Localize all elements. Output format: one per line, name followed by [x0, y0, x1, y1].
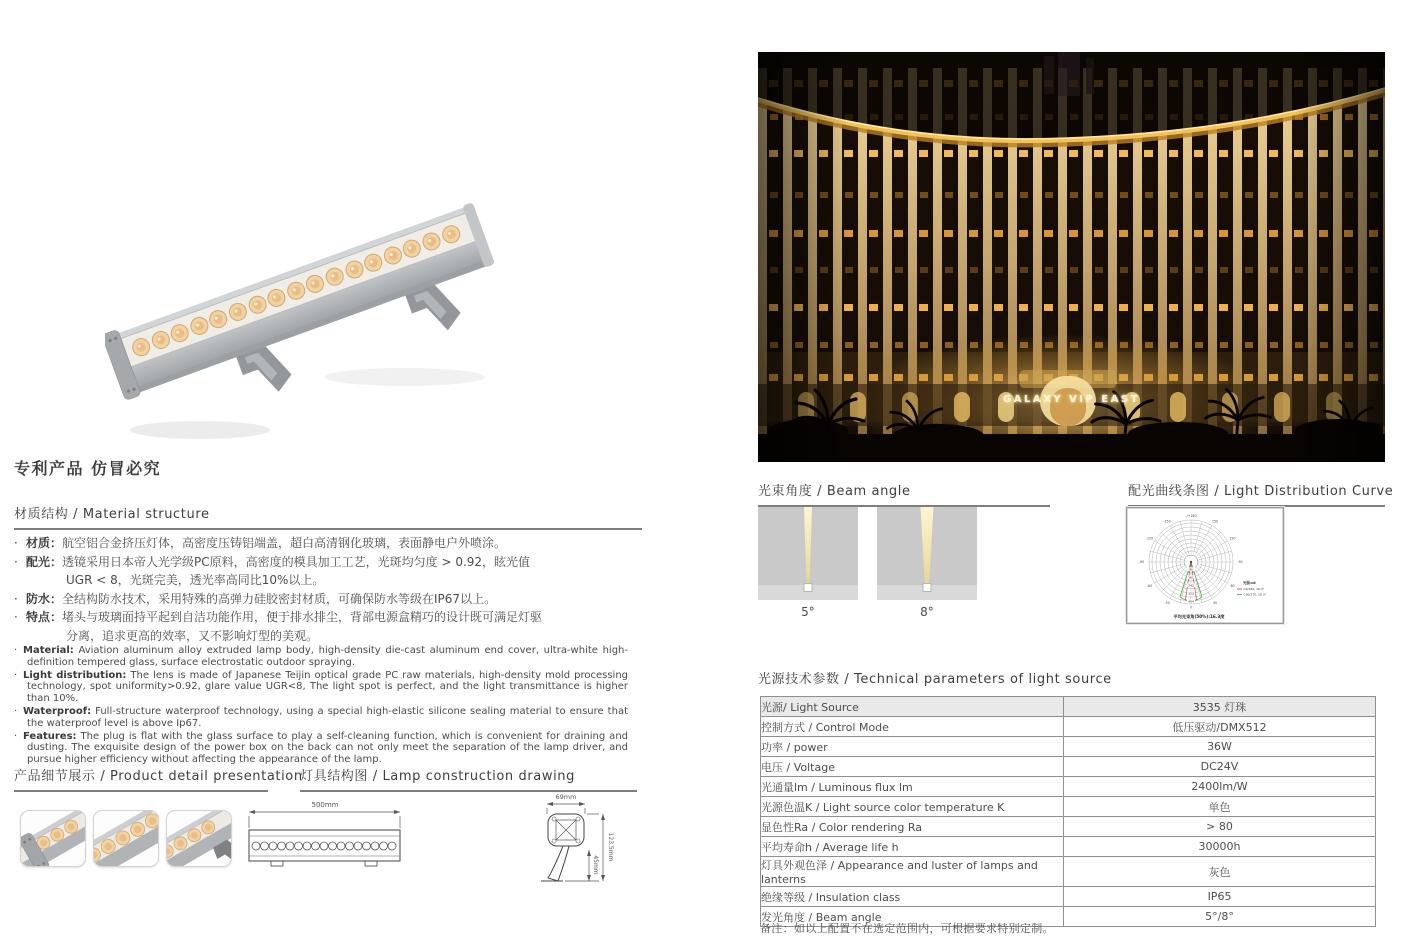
dim-width-label: 69mm: [555, 793, 577, 801]
thumbnail-endcap-image: [21, 811, 86, 867]
param-value: 36W: [1064, 737, 1376, 757]
thumbnail-leds-image: [94, 811, 159, 867]
wall-washer-render: [105, 172, 505, 457]
param-value: 低压驱动/DMX512: [1064, 717, 1376, 737]
bullet-zh-waterproof: · 防水：全结构防水技术，采用特殊的高弹力硅胶密封材质，可确保防水等级在IP67以上。: [14, 590, 554, 609]
light-beam-5deg: [758, 507, 858, 587]
polar-angle-label: 0: [1189, 605, 1193, 610]
fixture-emitter: [804, 583, 813, 592]
param-label: 平均寿命h / Average life h: [761, 837, 1064, 857]
dim-bracket-label: 45mm: [592, 855, 599, 875]
table-row: [761, 697, 1376, 717]
polar-average-text: 平均光束角(50%):16.3度: [1173, 614, 1225, 619]
construction-drawing-svg: [245, 788, 645, 900]
detail-title: 产品细节展示 / Product detail presentation: [14, 769, 303, 784]
construction-drawing: [245, 788, 645, 900]
material-bullets-en: [14, 645, 628, 767]
table-row: [761, 717, 1376, 737]
beam-demo-8deg: [877, 507, 977, 600]
polar-angle-label: -150: [1163, 519, 1171, 524]
table-row: [761, 817, 1376, 837]
detail-thumbnail-leds: [93, 810, 159, 867]
section-material: [14, 503, 642, 530]
bullet-zh-features: · 特点：堵头与玻璃面持平起到自洁功能作用，便于排水排尘，背部电源盒精巧的设计既可满足灯驱分离，追求更高的效率，又不影响灯型的美观。: [14, 610, 543, 643]
polar-axis-value: 80: [1189, 567, 1193, 572]
table-footnote: 备注：如以上配置不在选定范围内，可根据要求特别定制。: [760, 922, 1054, 935]
bullet-dot: ·: [14, 730, 18, 742]
polar-axis-value: 404: [1188, 599, 1194, 604]
polar-axis-value: 323: [1188, 591, 1194, 596]
light-beam-8deg: [877, 507, 977, 587]
thumbnail-bracket-image: [167, 811, 232, 867]
bullet-en-light-distribution: · Light distribution: The lens is made of Japanese Teijin optical grade PC raw materials, high-density mold processing technology, spot uniformity>0.92, glare value UGR<8, The light spot is perfect, and the light transmittance is higher than 10%.: [14, 669, 629, 705]
param-label: 光通量lm / Luminous flux lm: [761, 777, 1064, 797]
polar-angle-label: 120: [1229, 536, 1236, 541]
bullet-dot: ·: [14, 554, 18, 569]
bullet-dot: ·: [14, 610, 18, 624]
polar-angle-label: 60: [1230, 584, 1235, 588]
param-value: 2400lm/W: [1064, 777, 1376, 797]
distribution-title: 配光曲线条图 / Light Distribution Curve: [1128, 484, 1394, 499]
bullet-en-features: · Features: The plug is flat with the glass surface to play a self-cleaning function, which is convenient for draining and dusting. The exquisite design of the power box on the back can not only meet the separation of the lamp driver, and pursue higher efficiency without affecting the appearance of the lamp.: [14, 730, 628, 766]
table-row: [761, 857, 1376, 887]
polar-legend-title: 光强:cd: [1243, 581, 1256, 585]
param-label: 光源/ Light Source: [761, 697, 1064, 717]
facade-photo: [758, 52, 1385, 462]
bullet-dot: ·: [14, 591, 18, 606]
dim-height-label: 123.5mm: [607, 832, 614, 862]
section-distribution: [1128, 480, 1394, 507]
polar-legend-c90: C90/270, 16.3°: [1243, 592, 1267, 597]
section-detail: [14, 765, 303, 792]
param-value: 3535 灯珠: [1064, 697, 1376, 717]
param-value: > 80: [1064, 817, 1376, 837]
bullet-zh-material: · 材质：航空铝合金挤压灯体，高密度压铸铝端盖，超白高清钢化玻璃，表面静电户外喷涂。: [14, 534, 554, 553]
product-render-image: [105, 172, 505, 457]
material-title: 材质结构 / Material structure: [14, 507, 210, 522]
polar-angle-label: -60: [1146, 584, 1153, 588]
table-row: [761, 757, 1376, 777]
polar-angle-label: 90: [1238, 560, 1243, 565]
param-value: 单色: [1064, 797, 1376, 817]
bullet-en-material: · Material: Aviation aluminum alloy extruded lamp body, high-density die-cast aluminum end cover, ultra-white high-definition tempered glass, surface electrostatic outdoor spraying.: [14, 645, 628, 668]
polar-diagram-svg: [1127, 508, 1283, 623]
polar-angle-label: -120: [1145, 536, 1154, 541]
param-label: 灯具外观色泽 / Appearance and luster of lamps and lanterns: [761, 857, 1064, 887]
polar-axis-value: 161: [1188, 575, 1194, 580]
light-distribution-diagram: [1126, 507, 1284, 624]
table-row: [761, 737, 1376, 757]
polar-angle-label: -30: [1164, 601, 1170, 605]
construction-title: 灯具结构图 / Lamp construction drawing: [300, 769, 575, 784]
param-value: DC24V: [1064, 757, 1376, 777]
polar-angle-label: -/+180: [1185, 514, 1197, 518]
beam-demo-5deg: [758, 507, 858, 600]
beam-angle-title: 光束角度 / Beam angle: [758, 484, 911, 499]
detail-thumbnail-endcap: [20, 810, 86, 867]
param-value: IP65: [1064, 887, 1376, 907]
bullet-en-waterproof: · Waterproof: Full-structure waterproof technology, using a special high-elastic silicone sealing material to ensure that the waterproof level is above Ip67.: [14, 705, 628, 729]
bullet-dot: ·: [14, 705, 18, 717]
detail-rule: [14, 790, 268, 792]
patent-notice: 专利产品 仿冒必究: [14, 459, 162, 478]
material-rule: [14, 528, 642, 530]
param-label: 电压 / Voltage: [761, 757, 1064, 777]
beam-label-8deg: 8°: [920, 605, 934, 619]
param-label: 功率 / power: [761, 737, 1064, 757]
tech-params-title: 光源技术参数 / Technical parameters of light source: [758, 672, 1112, 687]
material-bullets-zh: [14, 534, 554, 645]
beam-label-5deg: 5°: [801, 605, 815, 619]
param-value: 5°/8°: [1064, 907, 1376, 927]
bullet-dot: ·: [14, 536, 18, 550]
table-row: [761, 797, 1376, 817]
bullet-dot: ·: [14, 669, 18, 681]
polar-legend-c0: C0/180, 16.3°: [1243, 587, 1265, 592]
polar-axis-value: 242: [1188, 583, 1194, 588]
table-row: [761, 837, 1376, 857]
hotel-sign-text: GALAXY VIP EAST: [1003, 394, 1140, 405]
bullet-zh-light-distribution: · 配光：透镜采用日本帝人光学级PC原料，高密度的模具加工工艺，光斑均匀度 > 0.92，眩光值UGR < 8，光斑完美，透光率高同比10%以上。: [14, 554, 531, 587]
param-label: 绝缘等级 / Insulation class: [761, 887, 1064, 907]
polar-angle-label: 30: [1212, 601, 1218, 605]
polar-angle-label: 150: [1211, 519, 1219, 524]
fixture-emitter: [923, 583, 932, 592]
param-label: 显色性Ra / Color rendering Ra: [761, 817, 1064, 837]
param-value: 30000h: [1064, 837, 1376, 857]
detail-thumbnail-bracket: [166, 810, 232, 867]
dim-length-label: 500mm: [311, 801, 339, 809]
polar-angle-label: -90: [1138, 560, 1145, 565]
tech-params-table: [760, 696, 1376, 927]
param-label: 发光角度 / Beam angle: [761, 907, 1064, 927]
table-row: [761, 887, 1376, 907]
param-value: 灰色: [1064, 857, 1376, 887]
param-label: 控制方式 / Control Mode: [761, 717, 1064, 737]
table-row: [761, 777, 1376, 797]
param-label: 光源色温K / Light source color temperature K: [761, 797, 1064, 817]
bullet-dot: ·: [14, 645, 18, 656]
section-beam-angle: [758, 480, 1050, 507]
